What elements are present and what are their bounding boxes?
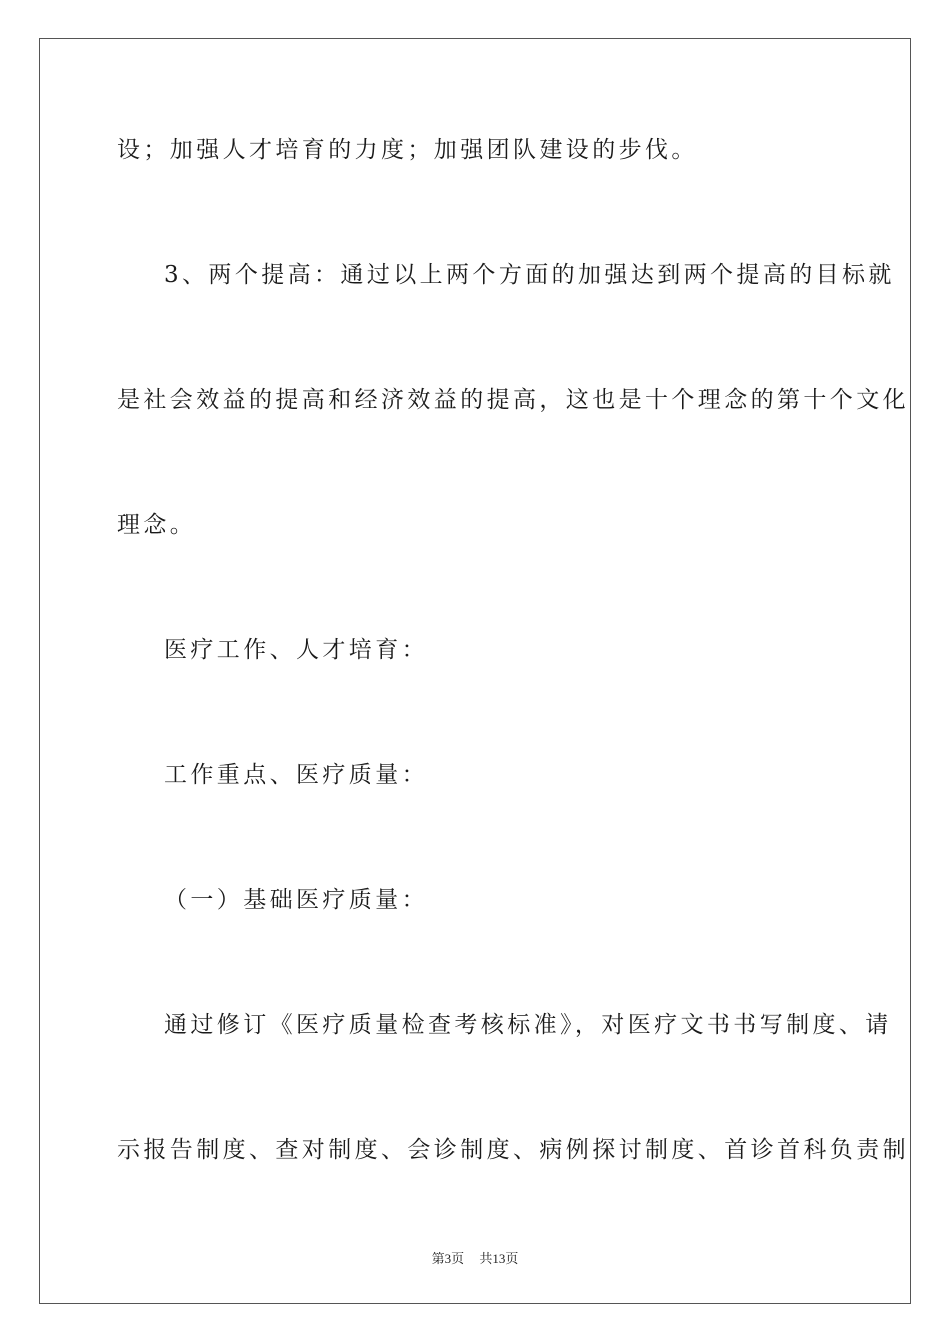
text-line-9: 示报告制度、查对制度、会诊制度、病例探讨制度、首诊首科负责制 — [117, 1137, 909, 1163]
text-line-4: 理念。 — [117, 512, 197, 538]
text-line-8: 通过修订《医疗质量检查考核标准》，对医疗文书书写制度、请 — [164, 1012, 892, 1038]
page-number: 第3页 — [431, 1251, 465, 1266]
page-footer — [0, 1248, 950, 1267]
text-line-5: 医疗工作、人才培育： — [164, 637, 428, 663]
text-line-6: 工作重点、医疗质量： — [164, 762, 428, 788]
text-line-3: 是社会效益的提高和经济效益的提高，这也是十个理念的第十个文化 — [117, 387, 909, 413]
text-line-1: 设；加强人才培育的力度；加强团队建设的步伐。 — [117, 137, 698, 163]
page-border — [39, 38, 911, 1304]
text-line-7: （一）基础医疗质量： — [164, 887, 428, 913]
total-pages: 共13页 — [479, 1251, 519, 1266]
text-line-2: 3、两个提高：通过以上两个方面的加强达到两个提高的目标就 — [164, 262, 895, 288]
